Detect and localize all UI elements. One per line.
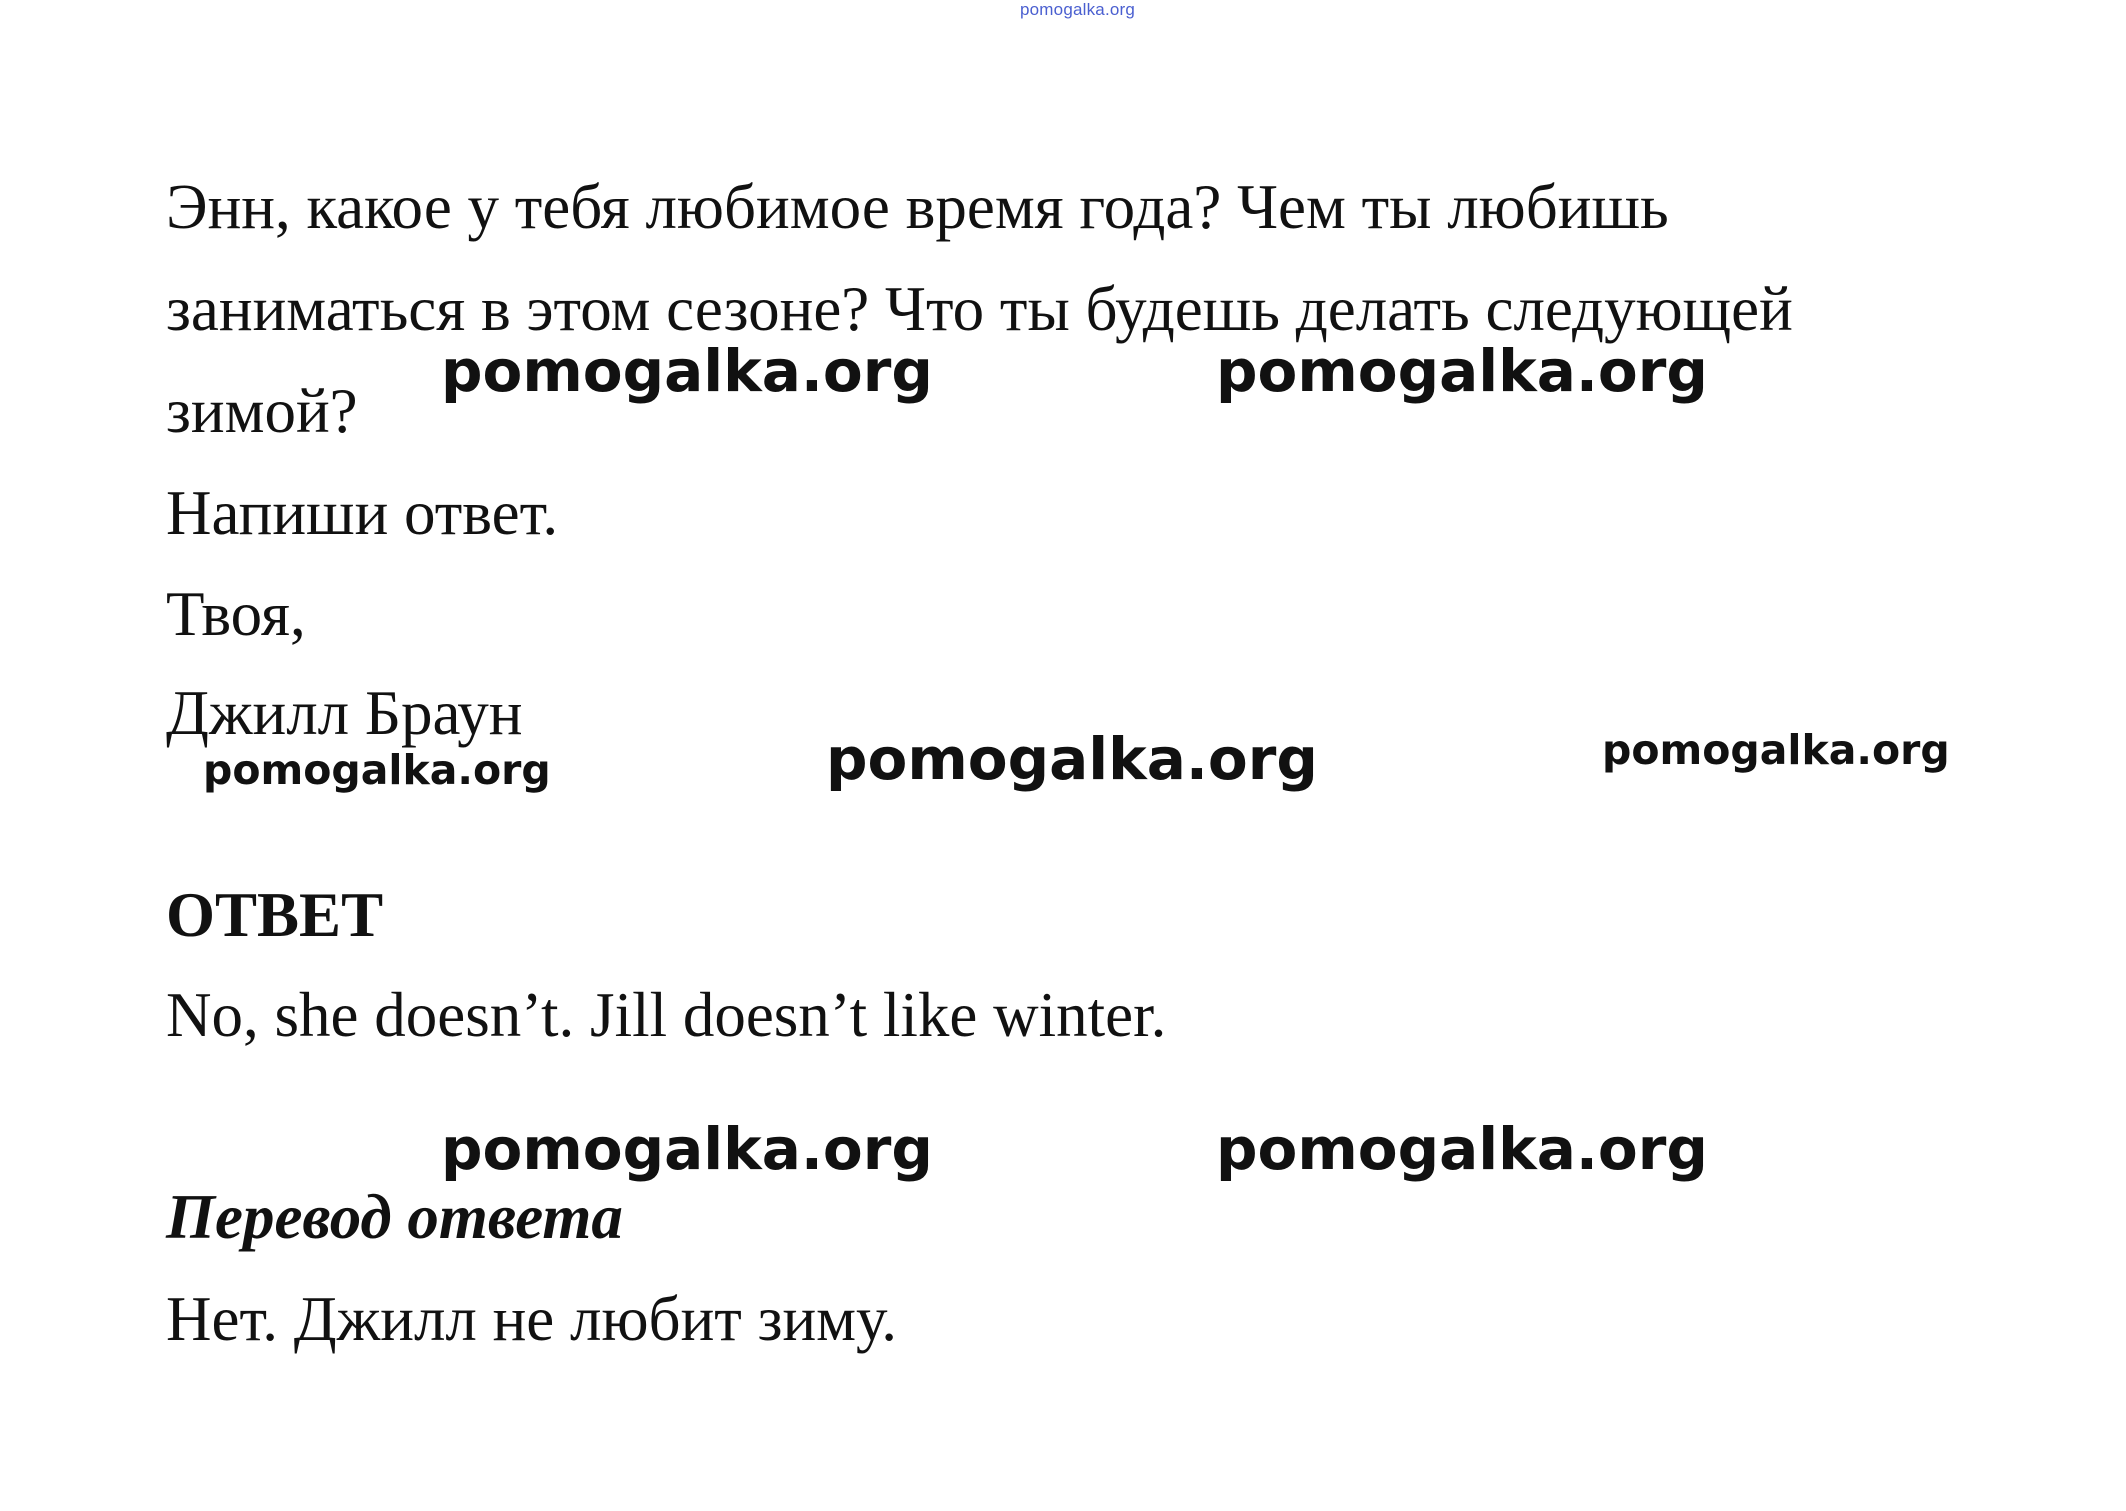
letter-line-4: Напиши ответ.: [166, 478, 559, 548]
letter-line-1: Энн, какое у тебя любимое время года? Чем ты любишь: [166, 172, 1669, 242]
watermark: pomogalka.org: [441, 337, 933, 405]
watermark: pomogalka.org: [203, 746, 551, 794]
letter-closing: Твоя,: [166, 579, 306, 649]
watermark: pomogalka.org: [441, 1115, 933, 1183]
watermark: pomogalka.org: [1602, 726, 1950, 774]
translation-heading: Перевод ответа: [166, 1182, 623, 1252]
site-mark: pomogalka.org: [1020, 0, 1136, 19]
answer-heading: ОТВЕТ: [166, 880, 384, 950]
letter-signature: Джилл Браун: [166, 678, 523, 748]
watermark: pomogalka.org: [1216, 1115, 1708, 1183]
translation-text: Нет. Джилл не любит зиму.: [166, 1284, 897, 1354]
letter-line-3: зимой?: [166, 376, 358, 446]
answer-text: No, she doesn’t. Jill doesn’t like winter.: [166, 980, 1167, 1050]
letter-line-2: заниматься в этом сезоне? Что ты будешь делать следующей: [166, 274, 1793, 344]
watermark: pomogalka.org: [826, 725, 1318, 793]
watermark: pomogalka.org: [1216, 337, 1708, 405]
